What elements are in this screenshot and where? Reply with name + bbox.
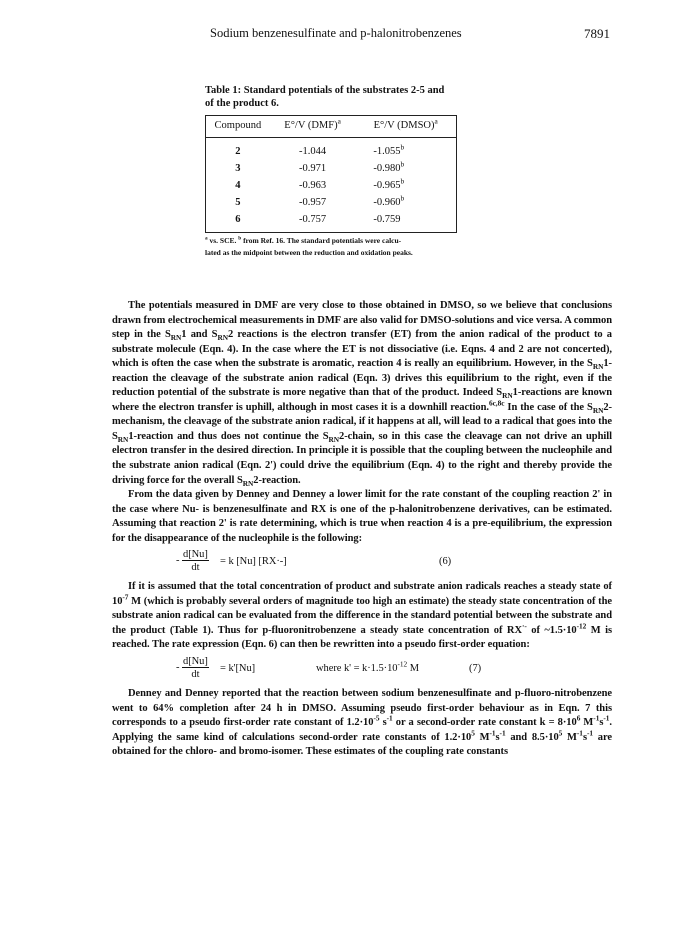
table-row xyxy=(206,160,457,177)
compound-cell: 3 xyxy=(235,163,241,174)
equation-7-fraction: $\frac{d[Nu]}{dt}$ xyxy=(183,656,208,681)
body-text xyxy=(112,299,612,760)
dmso-cell: -0.960$^b$ xyxy=(373,193,405,208)
equation-7-number: (7) xyxy=(469,663,482,675)
paragraph-denney-data: From the data given by Denney and Denney a lower limit for the rate constant of the coupling reaction 2' in the case where Nu- is benzenesulfinate and RX is one of the p-halonitrobenzene derivatives, can be estimated. Assuming that reaction 2' is rate determining, which is true when reaction 4 is a pre-equilibrium, the expression for the disappearance of the nucleophile is the following: xyxy=(112,489,612,544)
compound-cell: 6 xyxy=(235,214,241,225)
table-header-row xyxy=(206,116,457,138)
dmf-cell: -0.971 xyxy=(299,163,327,174)
dmso-cell: -0.965$^b$ xyxy=(373,176,405,191)
paragraph-potentials: The potentials measured in DMF are very close to those obtained in DMSO, so we believe that conclusions drawn from electrochemical measurements in DMF are also valid for DMSO-solutions and vice versa. A common step in the $S_{RN}1$ and $S_{RN}2$ reactions is the electron transfer (ET) from the anion radical of the product to a substrate molecule (Eqn. 4). In the case where the ET is not dissociative (i.e. Eqns. 4 and 2 are not concerted), which is often the case when the substrate is aromatic, reaction 4 is really an equilibrium. However, in the $S_{RN}1$-reaction the cleavage of the substrate anion radical (Eqn. 3) drives this equilibrium to the right, even if the reduction potential of the substrate is more negative than that of the product. Indeed $S_{RN}1$-reactions are known where the electron transfer is uphill, although in most cases it is a downhill reaction.$^{6c,8c}$ In the case of the $S_{RN}2$-mechanism, the cleavage of the substrate anion radical, if it happens at all, will lead to a radical that goes into the $S_{RN}1$-reaction and thus does not continue the $S_{RN}2$-chain, so in this case the cleavage can not drive an uphill electron transfer in the desired direction. In principle it is possible that the coupling between the nucleophile and the substrate anion radical (Eqn. 2') could drive the equilibrium (Eqn. 4) to the right and thereby provide the driving force for the overall $S_{RN}2$-reaction. xyxy=(112,300,613,488)
table-caption: Table 1: Standard potentials of the substrates 2-5 and of the product 6. xyxy=(205,85,445,109)
compound-cell: 4 xyxy=(235,180,241,191)
dmf-cell: -0.957 xyxy=(299,197,327,208)
equation-6-number: (6) xyxy=(439,556,452,568)
page-header xyxy=(112,26,610,44)
running-title: Sodium benzenesulfinate and p-halonitrobenzenes xyxy=(210,26,462,40)
equation-6: - $\frac{d[Nu]}{dt}$ = k [Nu] [RX·-] (6) xyxy=(176,549,452,574)
dmso-cell: -1.055$^b$ xyxy=(373,142,405,157)
compound-cell: 2 xyxy=(235,146,241,157)
equation-6-fraction: $\frac{d[Nu]}{dt}$ xyxy=(183,549,208,574)
dmso-cell: -0.759 xyxy=(373,214,401,225)
table-row xyxy=(206,177,457,194)
col-header-compound: Compound xyxy=(206,116,270,138)
dmf-cell: -0.757 xyxy=(299,214,327,225)
table-row xyxy=(206,211,457,233)
compound-cell: 5 xyxy=(235,197,241,208)
table-row xyxy=(206,194,457,211)
table-footnote: $^a$ vs. SCE. $^b$ from Ref. 16. The standard potentials were calcu- lated as the midpoint between the reduction and oxidation peaks. xyxy=(205,235,413,257)
table-row xyxy=(206,138,457,161)
paragraph-steady-state: If it is assumed that the total concentration of product and substrate anion radicals reaches a steady state of $10^{-7}$ M (which is probably several orders of magnitude too high an estimate) the steady state concentration of the substrate anion radical can be evaluated from the difference in the standard potential between the substrate and the product (Table 1). Thus for p-fluoronitrobenzene a steady state concentration of RX·- of $\sim 1.5\cdot 10^{-12}$ M is reached. The rate expression (Eqn. 6) can then be rewritten into a pseudo first-order equation: xyxy=(112,581,612,651)
equation-7: - $\frac{d[Nu]}{dt}$ = k'[Nu] where $k' = k\cdot 1.5\cdot 10^{-12}$ M (7) xyxy=(176,656,482,681)
dmf-cell: -1.044 xyxy=(299,146,327,157)
col-header-dmso: E°/V (DMSO)$^a$ xyxy=(355,116,456,138)
page-number: 7891 xyxy=(584,26,610,41)
table-1 xyxy=(205,84,467,259)
potentials-table xyxy=(205,115,457,233)
dmf-cell: -0.963 xyxy=(299,180,327,191)
paragraph-rate-constants: Denney and Denney reported that the reaction between sodium benzenesulfinate and p-fluoro-nitrobenzene went to 64% completion after 24 h in DMSO. Assuming pseudo first-order behaviour as in Eqn. 7 this corresponds to a pseudo first-order rate constant of $1.2\cdot 10^{-5}$ $s^{-1}$ or a second-order rate constant $k = 8\cdot 10^6$ $M^{-1}s^{-1}$. Applying the same kind of calculations second-order rate constants of $1.2\cdot 10^5$ $M^{-1}s^{-1}$ and $8.5\cdot 10^5$ $M^{-1}s^{-1}$ are obtained for the chloro- and bromo-isomer. These estimates of the coupling rate constants xyxy=(112,688,612,758)
col-header-dmf: E°/V (DMF)$^a$ xyxy=(270,116,356,138)
dmso-cell: -0.980$^b$ xyxy=(373,159,405,174)
